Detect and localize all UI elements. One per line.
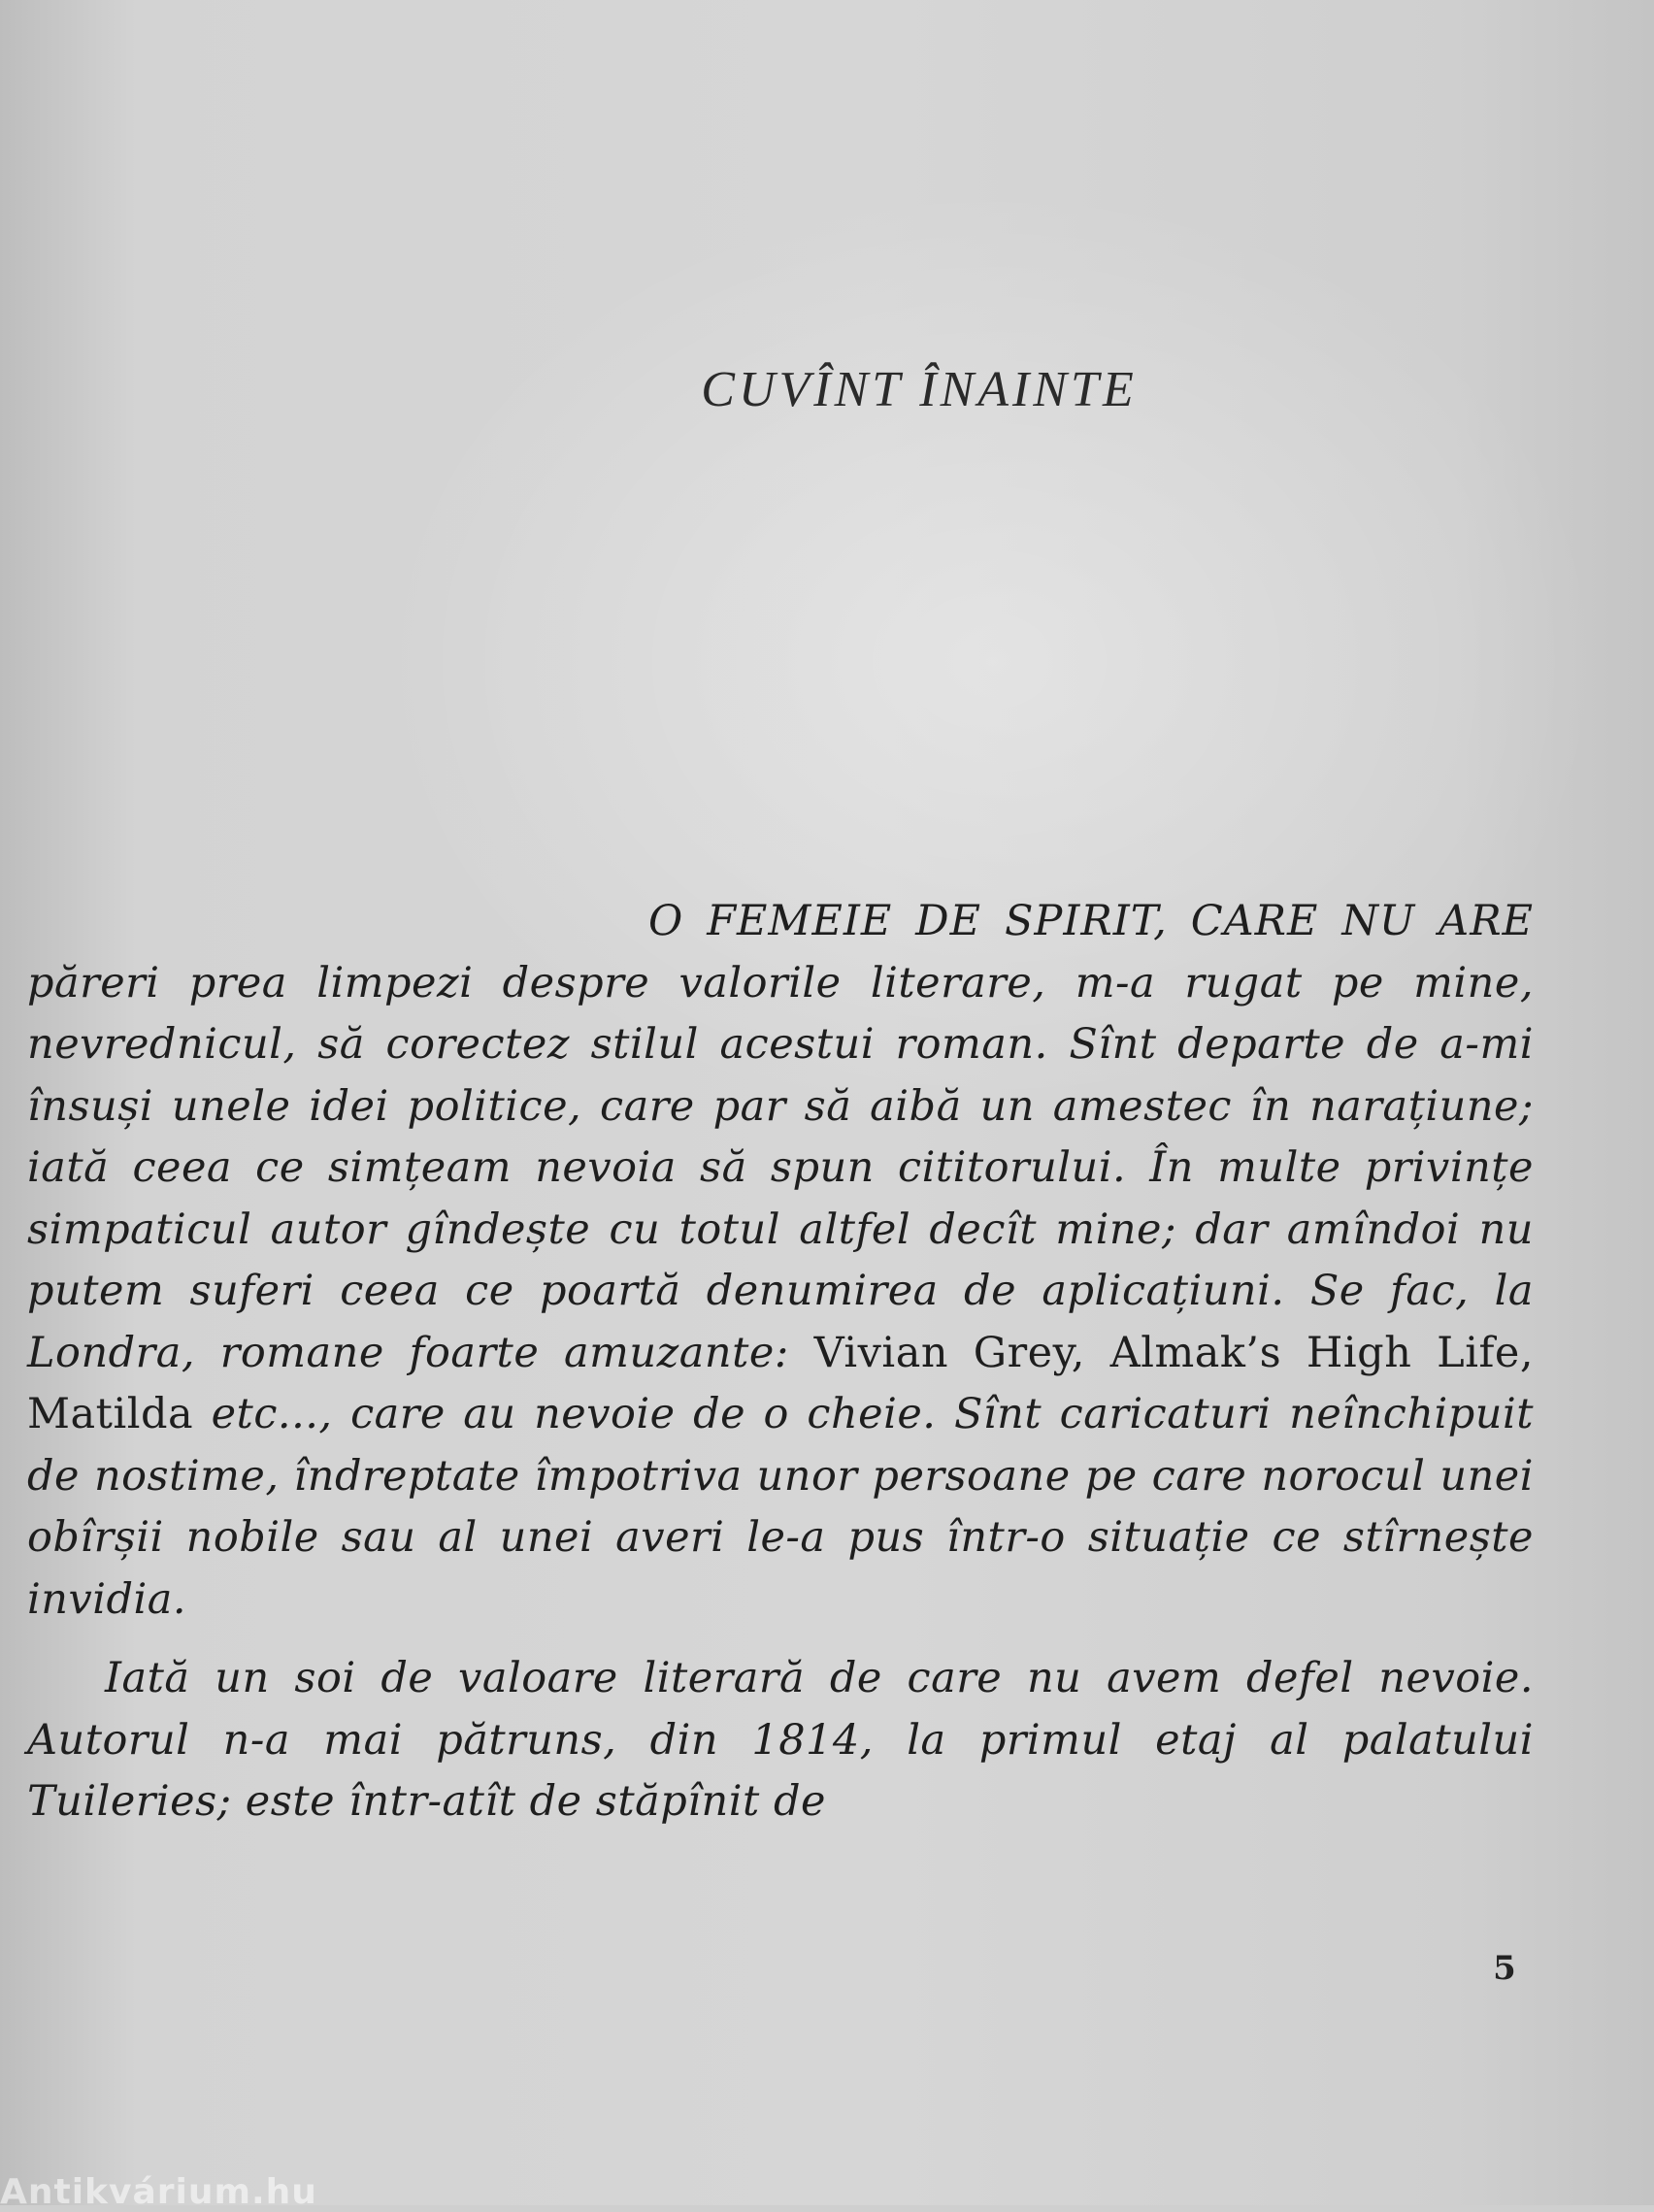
page-number: 5: [1493, 1949, 1516, 1988]
paragraph-1-part-2: etc..., care au nevoie de o cheie. Sînt caricaturi neînchipuit de nostime, îndreptate împotriva unor persoane pe care norocul unei obîrșii nobile sau al unei averi le-a pus într-o situație ce stîrnește invidia.: [27, 1390, 1534, 1624]
book-titles: Vivian Grey, Almak’s High Life, Matilda: [27, 1328, 1534, 1438]
watermark-logo: Antikvárium.hu: [0, 2172, 317, 2212]
paragraph-2: Iată un soi de valoare literară de care nu avem defel nevoie. Autorul n-a mai pătruns, din 1814, la primul etaj al palatului Tuileries; este într-atît de stăpînit de: [27, 1654, 1534, 1826]
paragraph-1: [27, 891, 1534, 1631]
chapter-title: CUVÎNT ÎNAINTE: [701, 362, 1138, 417]
paragraph-1-part-1: păreri prea limpezi despre valorile literare, m-a rugat pe mine, nevrednicul, să corectez stilul acestui roman. Sînt departe de a-mi însuși unele idei politice, care par să aibă un amestec în narațiune; iată ceea ce simțeam nevoia să spun cititorului. În multe privințe simpaticul autor gîndește cu totul altfel decît mine; dar amîndoi nu putem suferi ceea ce poartă denumirea de aplicațiuni. Se fac, la Londra, romane foarte amuzante:: [27, 958, 1534, 1377]
paragraph-1-lead: O FEMEIE DE SPIRIT, CARE NU ARE: [648, 897, 1534, 945]
body-text: [27, 891, 1534, 1833]
